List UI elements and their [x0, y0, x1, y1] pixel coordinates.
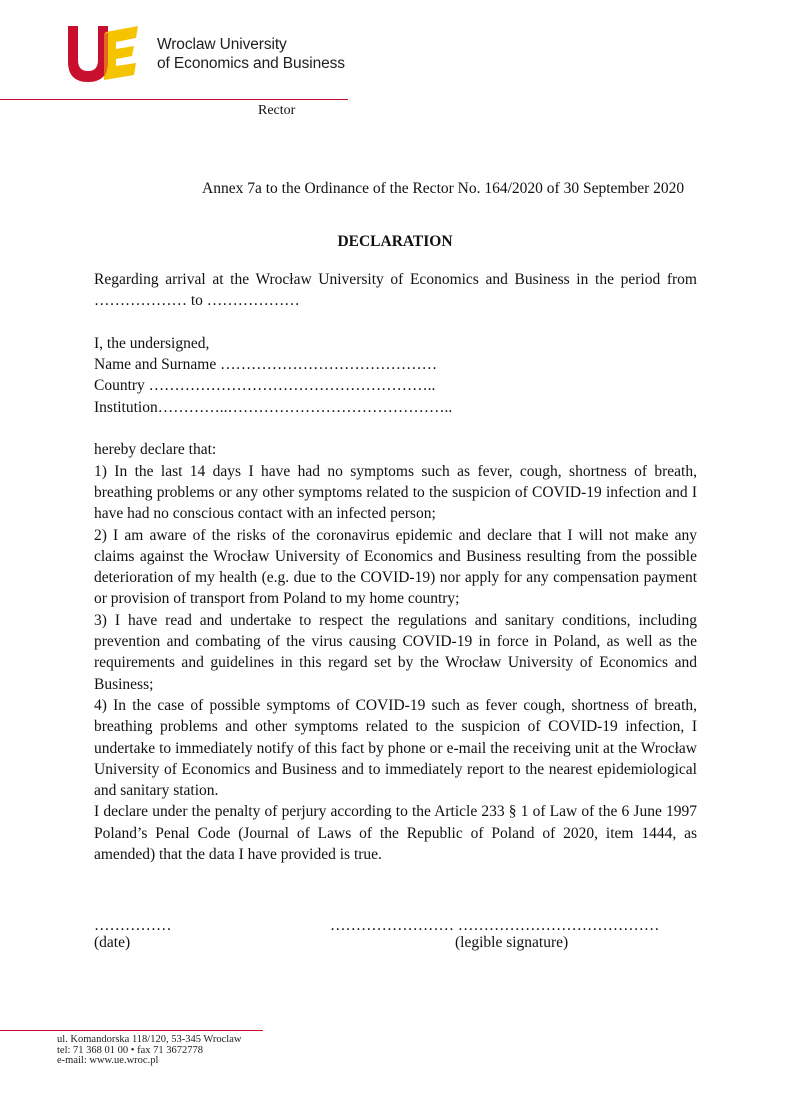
university-name — [157, 35, 345, 73]
declaration-item-1: 1) In the last 14 days I have had no symptoms such as fever, cough, shortness of breath, breathing problems or any other symptoms related to the suspicion of COVID-19 infection and I have had no conscious contact with an infected person; — [94, 462, 697, 523]
signature-placeholder: …………………… ………………………………… — [330, 917, 660, 934]
name-field: Name and Surname …………………………………… — [94, 356, 438, 374]
perjury-statement: I declare under the penalty of perjury according to the Article 233 § 1 of Law of the 6 June 1997 Poland’s Penal Code (Journal of Laws of the Republic of Poland of 2020, item 1444, as amended) that the data I have provided is true. — [94, 803, 697, 864]
date-label: (date) — [94, 934, 131, 951]
spacer — [94, 418, 697, 439]
declaration-item-3: 3) I have read and undertake to respect the regulations and sanitary conditions, including prevention and combating of the virus causing COVID-19 in force in Poland, as well as the requirements and guidelines in this regard set by the Wrocław University of Economics and Business; — [94, 611, 697, 693]
signature-label: (legible signature) — [455, 934, 569, 951]
document-title: DECLARATION — [337, 233, 453, 250]
university-name-line2: of Economics and Business — [157, 55, 345, 72]
institution-field: Institution…………..…………………………………….. — [94, 398, 453, 416]
footer-divider — [0, 1030, 263, 1031]
declare-intro: hereby declare that: — [94, 441, 217, 459]
country-field: Country ……………………………………………….. — [94, 377, 436, 395]
header-divider — [0, 99, 348, 100]
declaration-item-2: 2) I am aware of the risks of the coronavirus epidemic and declare that I will not make any claims against the Wrocław University of Economics and Business resulting from the possible deterioration of my health (e.g. due to the COVID-19) nor apply for any compensation payment or provision of transport from Poland to my home country; — [94, 526, 697, 608]
university-name-line1: Wroclaw University — [157, 36, 287, 53]
regarding-paragraph: Regarding arrival at the Wrocław University of Economics and Business in the period from ……………… to ……………… — [94, 271, 697, 310]
footer-contact — [57, 1035, 241, 1067]
spacer — [94, 312, 697, 333]
ue-logo-icon — [66, 24, 140, 84]
office-label: Rector — [258, 103, 296, 118]
footer-email: e-mail: www.ue.wroc.pl — [57, 1055, 159, 1066]
declaration-item-4: 4) In the case of possible symptoms of COVID-19 such as fever cough, shortness of breath, breathing problems and other symptoms related to the suspicion of COVID-19 infection, I undertake to immediately notify of this fact by phone or e-mail the receiving unit at the Wrocław University of Economics and Business and to immediately report to the nearest epidemiological and sanitary station. — [94, 696, 697, 800]
annex-reference: Annex 7a to the Ordinance of the Rector No. 164/2020 of 30 September 2020 — [202, 180, 685, 197]
footer-address: ul. Komandorska 118/120, 53-345 Wroclaw — [57, 1034, 242, 1045]
declaration-body — [94, 269, 697, 865]
intro-line: I, the undersigned, — [94, 334, 210, 352]
footer-phone: tel: 71 368 01 00 • fax 71 3672778 — [57, 1044, 203, 1056]
date-placeholder: …………… — [94, 917, 172, 934]
